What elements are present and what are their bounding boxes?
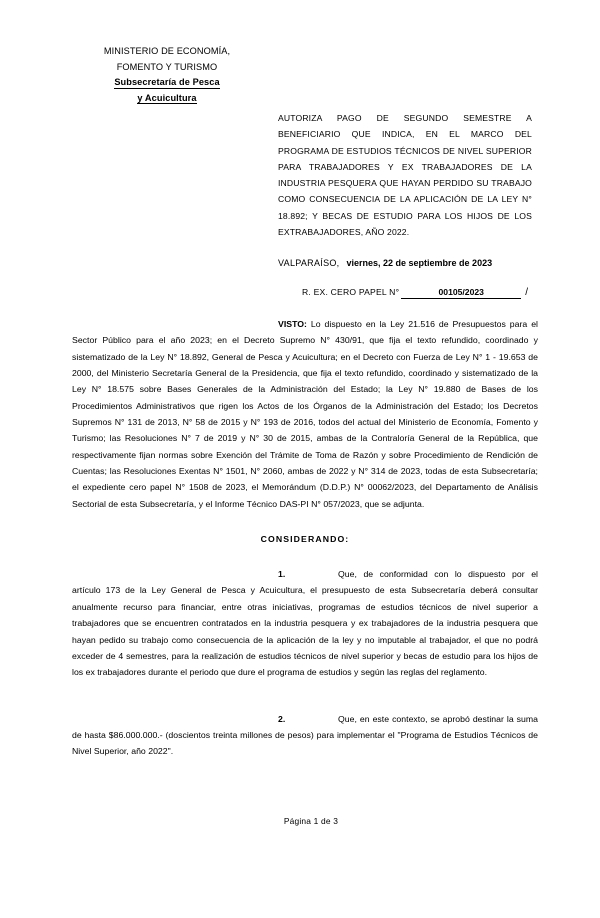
issue-date: viernes, 22 de septiembre de 2023 [346, 258, 493, 268]
page-number-label: Página 1 de 3 [283, 816, 339, 826]
resolution-number-label: R. EX. CERO PAPEL N° [302, 287, 400, 297]
letterhead-ministry-line2: FOMENTO Y TURISMO [116, 61, 218, 72]
letterhead-ministry-line1: MINISTERIO DE ECONOMÍA, [103, 46, 231, 56]
resolution-number-line [302, 287, 528, 299]
considerando-item-1 [72, 566, 538, 680]
visto-heading: VISTO: [278, 319, 307, 329]
spacer-after-visto [72, 512, 538, 534]
considerando-1-number: 1. [278, 569, 286, 580]
document-subject-title: AUTORIZA PAGO DE SEGUNDO SEMESTRE A BENEFICIARIO QUE INDICA, EN EL MARCO DEL PROGRAMA DE ESTUDIOS TÉCNICOS DE NIVEL SUPERIOR PARA TRABAJADORES Y EX TRABAJADORES DE LA INDUSTRIA PESQUERA QUE HAYAN PERDIDO SU TRABAJO COMO CONSECUENCIA DE LA APLICACIÓN DE LA LEY N° 18.892; Y BECAS DE ESTUDIO PARA LOS HIJOS DE LOS EXTRABAJADORES, AÑO 2022. [278, 113, 532, 238]
considerando-heading: CONSIDERANDO: [260, 534, 350, 545]
letterhead-subsecretaria-line1: Subsecretaría de Pesca [114, 77, 220, 87]
considerando-2-text: Que, en este contexto, se aprobó destinar la suma de hasta $86.000.000.- (doscientos treinta millones de pesos) para implementar el "Programa de Estudios Técnicos de Nivel Superior, año 2022". [72, 713, 538, 757]
considerando-1-text: Que, de conformidad con lo dispuesto por el artículo 173 de la Ley General de Pesca y Acuicultura, el presupuesto de esta Subsecretaría deberá consultar anualmente recurso para financiar, entre otras iniciativas, programas de estudios técnicos de nivel superior a trabajadores que se encuentren contratados en la industria pesquera y ex trabajadores de la industria pesquera que hayan pedido su trabajo como consecuencia de la aplicación de la ley y no imputable al trabajador, el que no podrá exceder de 4 semestres, para la realización de estudios técnicos de nivel superior y becas de estudio para los hijos de los ex trabajadores durante el periodo que dure el programa de estudios y según las reglas del reglamento. [72, 569, 538, 678]
considerando-item-2 [72, 711, 538, 760]
spacer-between-considerandos [72, 681, 538, 711]
resolution-number-slash: / [525, 287, 528, 298]
visto-paragraph [72, 316, 538, 512]
place-and-date [278, 258, 540, 268]
page-footer [0, 816, 600, 826]
letterhead-subsecretaria-line2: y Acuicultura [137, 92, 197, 103]
letterhead [62, 44, 272, 106]
resolution-number-value: 00105/2023 [401, 287, 521, 299]
spacer-after-considerando-heading [72, 544, 538, 566]
place-city: VALPARAÍSO, [278, 258, 340, 268]
considerando-2-number: 2. [278, 713, 286, 724]
document-body [72, 316, 538, 760]
visto-text: Lo dispuesto en la Ley 21.516 de Presupuestos para el Sector Público para el año 2023; en el Decreto Supremo N° 430/91, que fija el texto refundido, coordinado y sistematizado de la Ley N° 18.892, General de Pesca y Acuicultura; en el Decreto con Fuerza de Ley N° 1 - 19.653 de 2000, del Ministerio Secretaría General de la Presidencia, que fija el texto refundido, coordinado y sistematizado de la Ley N° 18.575 sobre Bases Generales de la Administración del Estado; la Ley N° 19.880 de Bases de los Procedimientos Administrativos que rigen los Actos de los Órganos de la Administración del Estado; los Decretos Supremos N° 131 de 2013, N° 58 de 2015 y N° 193 de 2016, todos del actual del Ministerio de Economía, Fomento y Turismo; las Resoluciones N° 7 de 2019 y N° 30 de 2015, ambas de la Contraloría General de la República, que respectivamente fijan normas sobre Exención del Trámite de Toma de Razón y sobre Procedimiento de Rendición de Cuentas; las Resoluciones Exentas N° 1501, N° 2060, ambas de 2022 y N° 314 de 2023, todas de esta Subsecretaría; el expediente cero papel N° 1508 de 2023, el Memorándum (D.D.P.) N° 00062/2023, del Departamento de Análisis Sectorial de esta Subsecretaría, y el Informe Técnico DAS-PI N° 057/2023, que se adjunta. [72, 319, 539, 509]
